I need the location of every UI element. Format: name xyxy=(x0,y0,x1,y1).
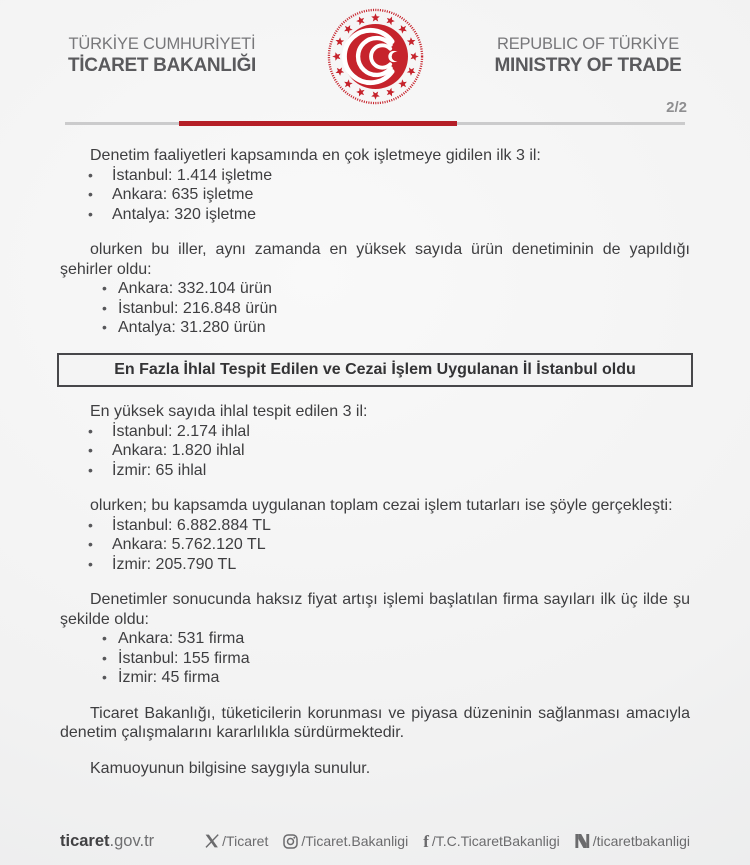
paragraph-ministry-statement: Ticaret Bakanlığı, tüketicilerin korunması ve piyasa düzeninin sağlanması amacıyla denetim çalışmalarını kararlılıkla sürdürmektedir. xyxy=(60,704,690,741)
website-rest: .gov.tr xyxy=(109,831,155,850)
paragraph-penalties-intro: olurken; bu kapsamda uygulanan toplam cezai işlem tutarları ise şöyle gerçekleşti: xyxy=(90,497,673,514)
header-left-line1: TÜRKİYE CUMHURİYETİ xyxy=(68,35,256,54)
social-handle: /Ticaret.Bakanligi xyxy=(301,833,409,849)
paragraph-product-inspections-intro: olurken bu iller, aynı zamanda en yüksek sayıda ürün denetiminin de yapıldığı şehirler oldu: xyxy=(60,241,690,278)
website-bold: ticaret xyxy=(60,831,110,850)
social-links xyxy=(205,833,690,850)
social-nsosyal xyxy=(575,833,690,849)
list-violations xyxy=(60,422,690,481)
highlight-heading: En Fazla İhlal Tespit Edilen ve Cezai İşlem Uygulanan İl İstanbul oldu xyxy=(57,353,693,388)
list-item: • Antalya: 320 işletme xyxy=(60,205,690,225)
list-item: • İzmir: 45 firma xyxy=(60,668,690,688)
header xyxy=(0,0,750,112)
page-number: 2/2 xyxy=(666,99,687,116)
list-penalties xyxy=(60,516,690,575)
header-right-line2: MINISTRY OF TRADE xyxy=(494,54,682,76)
list-item: • Ankara: 5.762.120 TL xyxy=(60,535,690,555)
x-icon xyxy=(205,834,219,848)
footer xyxy=(60,829,690,853)
list-inspected-products xyxy=(60,279,690,338)
paragraph-firms-intro: Denetimler sonucunda haksız fiyat artışı işlemi başlatılan firma sayıları ilk üç ilde şu şekilde oldu: xyxy=(60,591,690,628)
list-item: • İstanbul: 216.848 ürün xyxy=(60,299,690,319)
social-x xyxy=(205,833,268,849)
facebook-icon: f xyxy=(423,831,429,851)
list-item: • Antalya: 31.280 ürün xyxy=(60,318,690,338)
list-item: • Ankara: 1.820 ihlal xyxy=(60,441,690,461)
list-item: • İzmir: 205.790 TL xyxy=(60,555,690,575)
list-firms xyxy=(60,629,690,688)
header-right-line1: REPUBLIC OF TÜRKİYE xyxy=(496,35,680,54)
social-handle: /Ticaret xyxy=(222,833,269,849)
header-left-line2: TİCARET BAKANLIĞI xyxy=(67,54,257,76)
social-instagram xyxy=(283,833,408,849)
social-handle: /ticaretbakanligi xyxy=(592,833,690,849)
document-body xyxy=(60,146,690,778)
header-divider xyxy=(65,122,685,125)
list-item: • İstanbul: 6.882.884 TL xyxy=(60,516,690,536)
list-inspected-businesses xyxy=(60,166,690,225)
list-item: • Ankara: 635 işletme xyxy=(60,185,690,205)
nsosyal-icon xyxy=(575,834,590,848)
divider-red-accent xyxy=(179,121,457,126)
paragraph-inspections-intro: Denetim faaliyetleri kapsamında en çok işletmeye gidilen ilk 3 il: xyxy=(90,147,541,164)
list-item: • Ankara: 332.104 ürün xyxy=(60,279,690,299)
instagram-icon xyxy=(283,834,298,849)
list-item: • İstanbul: 2.174 ihlal xyxy=(60,422,690,442)
list-item: • İstanbul: 1.414 işletme xyxy=(60,166,690,186)
ministry-of-trade-emblem-icon xyxy=(320,6,430,106)
header-right-wordmark xyxy=(452,35,724,77)
list-item: • İzmir: 65 ihlal xyxy=(60,461,690,481)
website xyxy=(60,832,154,851)
social-handle: /T.C.TicaretBakanligi xyxy=(431,833,560,849)
paragraph-closing: Kamuoyunun bilgisine saygıyla sunulur. xyxy=(90,759,371,777)
header-left-wordmark xyxy=(26,35,298,77)
paragraph-violations-intro: En yüksek sayıda ihlal tespit edilen 3 il: xyxy=(90,403,368,420)
list-item: • İstanbul: 155 firma xyxy=(60,649,690,669)
social-facebook xyxy=(423,833,560,850)
list-item: • Ankara: 531 firma xyxy=(60,629,690,649)
